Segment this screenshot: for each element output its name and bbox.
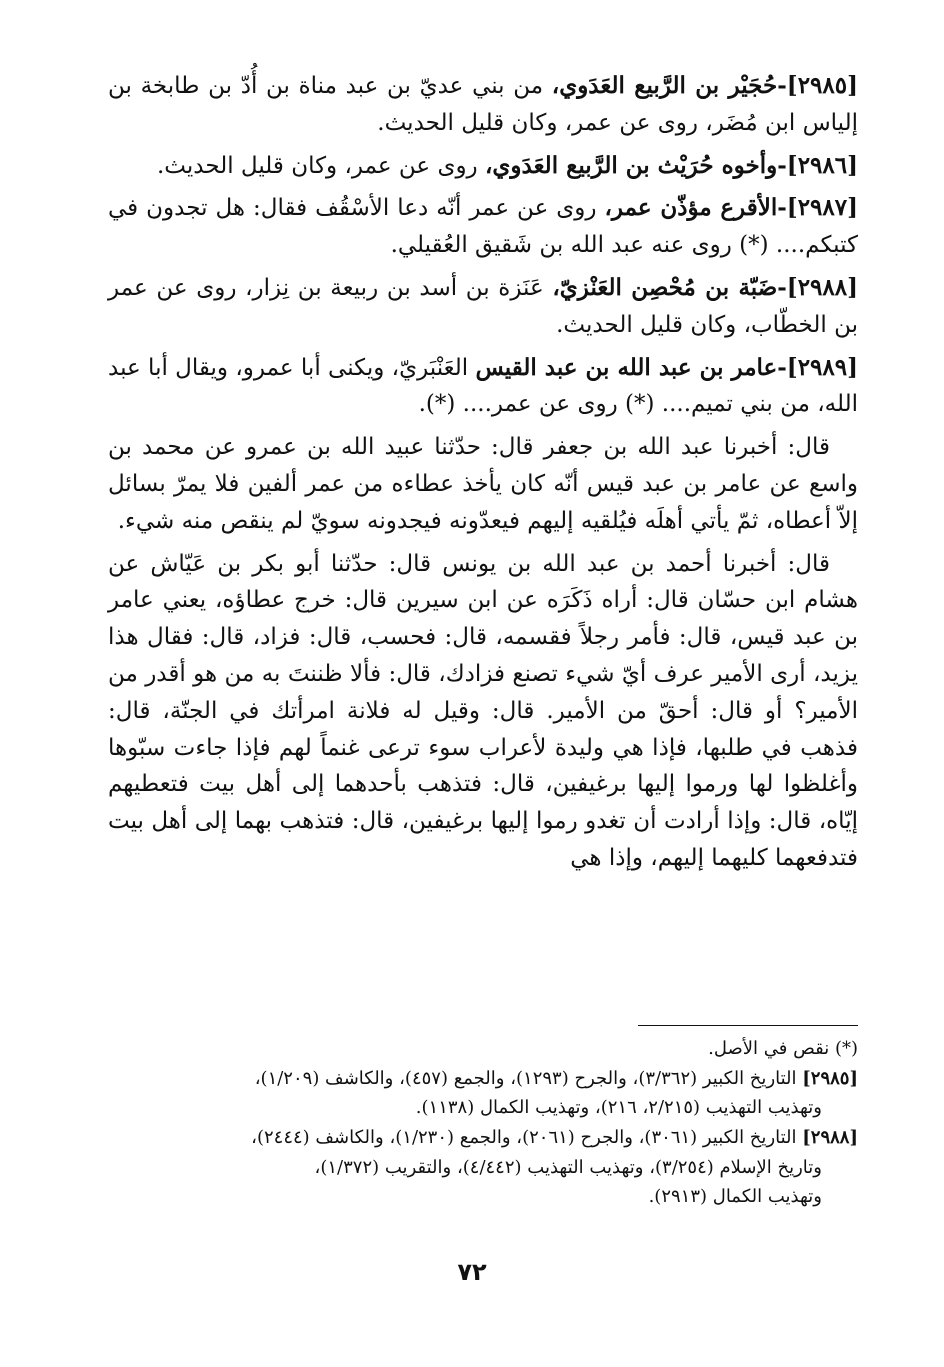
entry-number: [٢٩٨٧]- bbox=[777, 194, 859, 222]
entry-2989 bbox=[108, 350, 858, 424]
entry-text: روى عن عمر، وكان قليل الحديث. bbox=[156, 152, 485, 179]
entry-number: [٢٩٨٥]- bbox=[777, 72, 858, 99]
entry-name: وأخوه حُرَيْث بن الرَّبيع العَدَوي، bbox=[484, 151, 778, 179]
footnote-2985 bbox=[108, 1064, 858, 1094]
entry-2986 bbox=[108, 148, 858, 185]
entry-2987 bbox=[108, 190, 858, 264]
entry-2988 bbox=[108, 270, 858, 344]
footnotes bbox=[108, 1034, 858, 1212]
entry-text: العَنْبَريّ، ويكنى أبا عمرو، ويقال أبا عبد الله، من بني تميم.... (*) روى عن عمر.... (*). bbox=[108, 354, 858, 418]
footnote-ref: [٢٩٨٨] bbox=[802, 1127, 858, 1149]
entry-text: روى عن عمر أنّه دعا الأسْقُف فقال: هل تجدون في كتبكم.... (*) روى عنه عبد الله بن شَقيق العُقيلي. bbox=[108, 195, 858, 259]
footnote-2985-cont: وتهذيب التهذيب (٢/٢١٥، ٢١٦)، وتهذيب الكمال (١١٣٨). bbox=[415, 1097, 822, 1119]
entry-number: [٢٩٨٨]- bbox=[777, 273, 858, 301]
footnote-2988-cont: وتاريخ الإسلام (٣/٢٥٤)، وتهذيب التهذيب (٤/٤٤٢)، والتقريب (١/٣٧٢)، bbox=[314, 1156, 822, 1178]
entry-name: عامر بن عبد الله بن عبد القيس bbox=[475, 353, 778, 381]
footnote-text: التاريخ الكبير (٣٠٦١)، والجرح (٢٠٦١)، والجمع (١/٢٣٠)، والكاشف (٢٤٤٤)، bbox=[251, 1127, 803, 1149]
narration-paragraph-2: قال: أخبرنا أحمد بن عبد الله بن يونس قال: حدّثنا أبو بكر بن عَيّاش عن هشام ابن حسّان قال: أراه ذَكَرَه عن ابن سيرين قال: خرج عطاؤه، يعني عامر بن عبد قيس، قال: فأمر رجلاً فقسمه، قال: فحسب، قال: فزاد، قال: فقال هذا يزيد، أرى الأمير عرف أيّ شيء تصنع فزادك، قال: فألا ظننتَ به من هو أقدر من الأمير؟ أو قال: أحقّ من الأمير. قال: وقيل له فلانة امرأتك في الجنّة، قال: فذهب في طلبها، فإذا هي وليدة لأعراب سوء ترعى غنماً لهم فإذا جاءت سبّوها وأغلظوا لها ورموا إليها برغيفين، قال: فتذهب بأحدهما إلى أهل بيت فتعطيهم إيّاه، قال: وإذا أرادت أن تغدو رموا إليها برغيفين، قال: فتذهب بهما إلى أهل بيت فتدفعهما كليهما إليهم، وإذا هي bbox=[108, 550, 858, 871]
entry-number: [٢٩٨٩]- bbox=[777, 353, 858, 381]
footnote-2988 bbox=[108, 1123, 858, 1153]
footnote-2988-cont2: وتهذيب الكمال (٢٩١٣). bbox=[648, 1186, 822, 1208]
narration-paragraph-1: قال: أخبرنا عبد الله بن جعفر قال: حدّثنا عبيد الله بن عمرو عن محمد بن واسع عن عامر بن عبد قيس أنّه كان يأخذ عطاءه من عمر ألفين فلا يمرّ بسائل إلاّ أعطاه، ثمّ يأتي أهلَه فيُلقيه إليهم فيعدّونه فيجدونه سويّ لم ينقص منه شيء. bbox=[108, 434, 858, 534]
footnote-text: التاريخ الكبير (٣/٣٦٢)، والجرح (١٢٩٣)، والجمع (٤٥٧)، والكاشف (١/٢٠٩)، bbox=[254, 1067, 803, 1089]
footnote-divider bbox=[638, 1025, 858, 1026]
footnote-missing-note: (*) نقص في الأصل. bbox=[708, 1038, 858, 1059]
entry-name: حُجَيْر بن الرَّبيع العَدَوي، bbox=[551, 72, 778, 99]
entry-2985 bbox=[108, 68, 858, 142]
footnote-ref: [٢٩٨٥] bbox=[802, 1067, 858, 1089]
page-body bbox=[108, 68, 858, 883]
entry-name: ضَبّة بن مُحْصِن العَنْزيّ، bbox=[552, 273, 778, 301]
entry-text: من بني عديّ بن عبد مناة بن أُدّ بن طابخة بن إلياس ابن مُضَر، روى عن عمر، وكان قليل الحديث. bbox=[108, 73, 858, 136]
entry-name: الأقرع مؤذّن عمر، bbox=[604, 194, 778, 222]
entry-number: [٢٩٨٦]- bbox=[777, 151, 858, 179]
page-number: ٧٢ bbox=[457, 1258, 487, 1286]
entry-text: عَنَزة بن أسد بن ربيعة بن نِزار، روى عن عمر بن الخطّاب، وكان قليل الحديث. bbox=[108, 274, 858, 338]
